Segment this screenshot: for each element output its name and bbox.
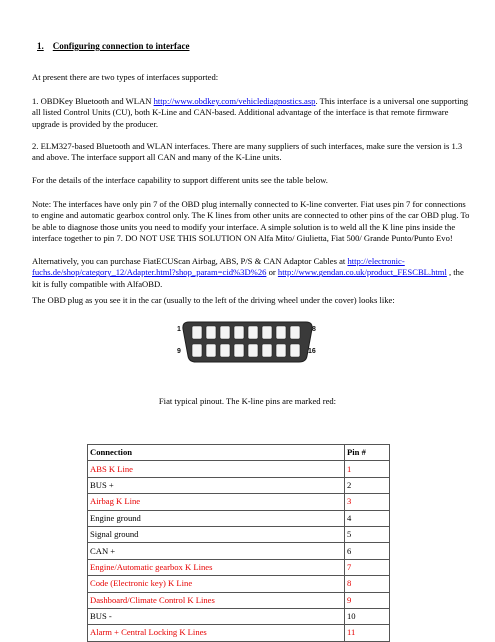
alt-text-before: Alternatively, you can purchase FiatECUScan Airbag, ABS, P/S & CAN Adaptor Cables at (32, 256, 348, 266)
table-row (88, 510, 390, 526)
plug-label-pin16: 16 (308, 348, 316, 355)
connection-cell: Engine ground (88, 510, 345, 526)
plug-pin-slot-top (206, 326, 216, 339)
pin-cell: 7 (345, 559, 390, 575)
connection-cell: BUS + (88, 477, 345, 493)
table-row (88, 608, 390, 624)
plug-pin-slot-bottom (276, 344, 286, 357)
heading-number: 1. (37, 41, 44, 51)
pin-cell: 8 (345, 576, 390, 592)
plug-pin-slot-bottom (234, 344, 244, 357)
obd-plug-paragraph: The OBD plug as you see it in the car (usually to the left of the driving wheel under the cover) looks like: (32, 295, 395, 305)
connection-cell: Alarm + Central Locking K Lines (88, 625, 345, 641)
pin-cell: 9 (345, 592, 390, 608)
table-row (88, 592, 390, 608)
plug-label-pin8: 8 (312, 326, 316, 333)
item2-paragraph: 2. ELM327-based Bluetooth and WLAN interfaces. There are many suppliers of such interfaces, make sure the version is 1.3 and above. The interface support all CAN and many of the K-Line units. (32, 141, 463, 163)
table-row (88, 543, 390, 559)
connection-cell: Airbag K Line (88, 494, 345, 510)
plug-pin-slot-bottom (220, 344, 230, 357)
table-row (88, 477, 390, 493)
connection-cell: Code (Electronic key) K Line (88, 576, 345, 592)
connection-cell: ABS K Line (88, 461, 345, 477)
pinout-caption: Fiat typical pinout. The K-line pins are marked red: (158, 396, 337, 406)
plug-pin-slot-top (220, 326, 230, 339)
item1-text-before: 1. OBDKey Bluetooth and WLAN (32, 96, 154, 106)
plug-pin-slot-bottom (192, 344, 202, 357)
pinout-table-body (88, 461, 390, 641)
electronic-fuchs-link[interactable]: http://electronic-fuchs.de/shop/category_12/Adapter.html?shop_param=cid%3D%26 (32, 256, 405, 278)
alternative-paragraph (32, 256, 472, 290)
alt-text-after: , the kit is fully compatible with AlfaOBD. (32, 267, 464, 289)
table-row (88, 494, 390, 510)
plug-pin-slot-top (290, 326, 300, 339)
connection-cell: Signal ground (88, 526, 345, 542)
plug-pin-slot-bottom (290, 344, 300, 357)
header-connection: Connection (88, 445, 345, 461)
obdkey-link[interactable]: http://www.obdkey.com/vehiclediagnostics.asp (153, 96, 316, 106)
alt-text-middle: or (266, 267, 278, 278)
plug-pin-slot-top (262, 326, 272, 339)
pin-cell: 3 (345, 494, 390, 510)
obd-plug-icon (175, 318, 320, 366)
item1-text-after: . This interface is a universal one supporting all listed Control Units (CU), both K-Line and CAN-based. Additional advantage of the interface is that remote firmware upgrade is provided by the producer. (32, 96, 469, 129)
plug-label-pin9: 9 (177, 348, 181, 355)
pin-cell: 5 (345, 526, 390, 542)
plug-pin-slot-top (248, 326, 258, 339)
table-row (88, 526, 390, 542)
pin-cell: 10 (345, 608, 390, 624)
pin-cell: 2 (345, 477, 390, 493)
details-paragraph: For the details of the interface capability to support different units see the table below. (32, 175, 328, 185)
plug-pin-slot-bottom (248, 344, 258, 357)
plug-pin-slot-top (234, 326, 244, 339)
obd-plug-diagram (175, 318, 320, 366)
table-header-row (88, 445, 390, 461)
pinout-table (87, 444, 390, 642)
connection-cell: Engine/Automatic gearbox K Lines (88, 559, 345, 575)
plug-pin-slot-top (192, 326, 202, 339)
gendan-link[interactable]: http://www.gendan.co.uk/product_FESCBL.html (277, 267, 447, 278)
connection-cell: CAN + (88, 543, 345, 559)
connection-cell: Dashboard/Climate Control K Lines (88, 592, 345, 608)
heading-text: Configuring connection to interface (52, 41, 190, 51)
table-row (88, 576, 390, 592)
connection-cell: BUS - (88, 608, 345, 624)
item1-paragraph (32, 96, 472, 130)
plug-pin-slot-top (276, 326, 286, 339)
note-paragraph: Note: The interfaces have only pin 7 of the OBD plug internally connected to K-line converter. Fiat uses pin 7 for connections to engine and automatic gearbox control only. The K lines from other units are connected to other pins of the car OBD plug. To be able to diagnose those units you need to modify your interface. A simple solution is to weld all the K line pins inside the interface together to pin 7. DO NOT USE THIS SOLUTION ON Alfa Mito/ Giulietta, Fiat 500/ Grande Punto/Punto Evo! (32, 199, 470, 243)
table-row (88, 559, 390, 575)
plug-pin-slot-bottom (206, 344, 216, 357)
pin-cell: 4 (345, 510, 390, 526)
pin-cell: 1 (345, 461, 390, 477)
table-row (88, 461, 390, 477)
plug-pin-slot-bottom (262, 344, 272, 357)
table-row (88, 625, 390, 641)
pin-cell: 6 (345, 543, 390, 559)
plug-label-pin1: 1 (177, 326, 181, 333)
section-heading (37, 41, 189, 51)
intro-paragraph: At present there are two types of interfaces supported: (32, 72, 219, 82)
pin-cell: 11 (345, 625, 390, 641)
header-pin: Pin # (345, 445, 390, 461)
